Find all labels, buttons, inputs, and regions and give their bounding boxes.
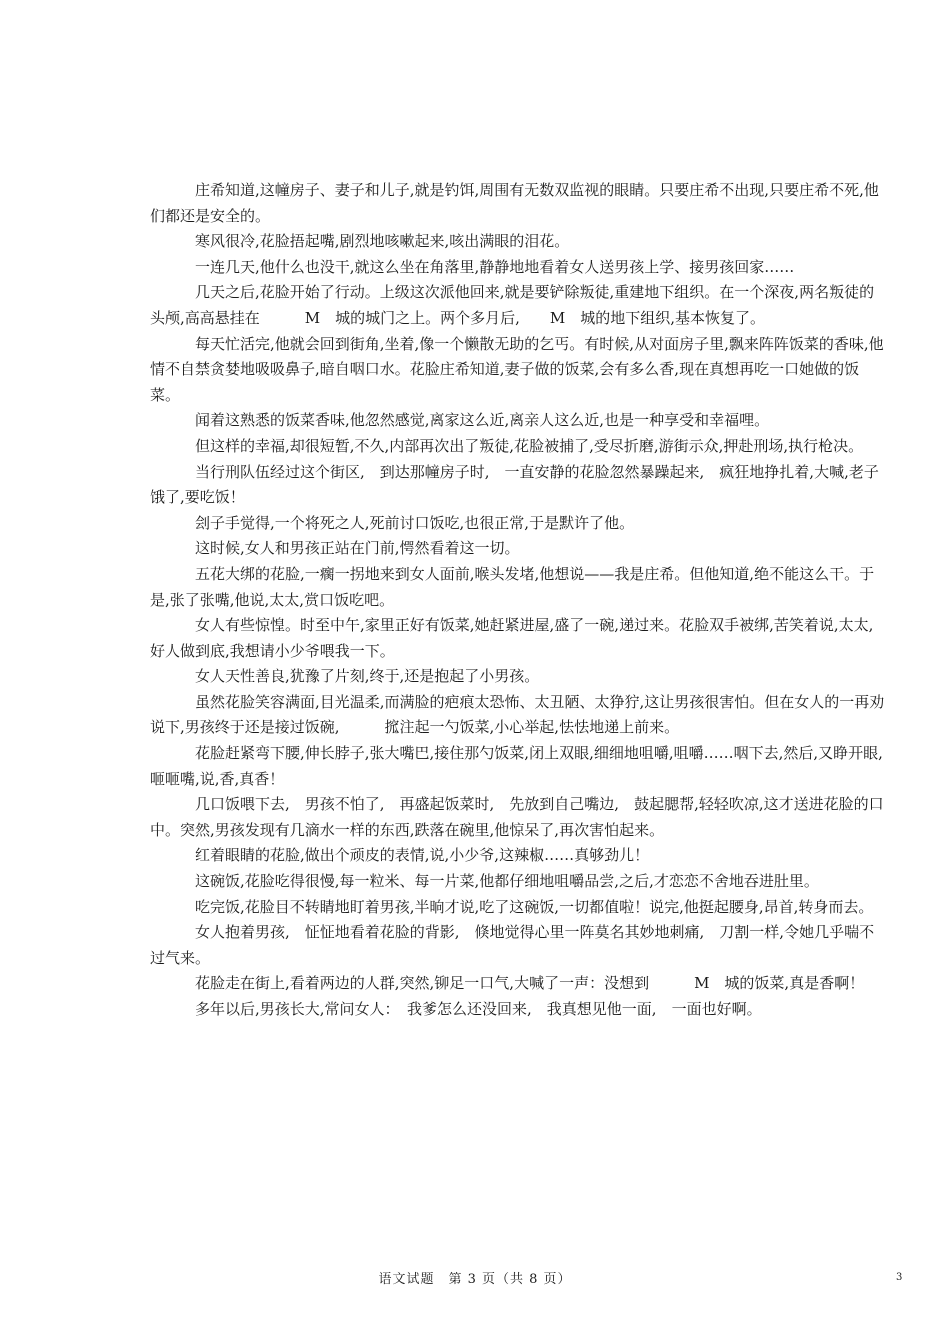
paragraph: 这时候,女人和男孩正站在门前,愕然看着这一切。 [195, 539, 520, 558]
paragraph: 女人天性善良,犹豫了片刻,终于,还是抱起了小男孩。 [195, 667, 540, 686]
page-number-corner: 3 [896, 1272, 903, 1283]
paragraph: 五花大绑的花脸,一瘸一拐地来到女人面前,喉头发堵,他想说——我是庄希。但他知道,绝不能这么干。于是,张了张嘴,他说,太太,赏口饭吃吧。 [150, 564, 875, 609]
paragraph: 女人有些惊惶。时至中午,家里正好有饭菜,她赶紧进屋,盛了一碗,递过来。花脸双手被绑,苦笑着说,太太,好人做到底,我想请小少爷喂我一下。 [150, 616, 874, 660]
paragraph: 虽然花脸笑容满面,目光温柔,而满脸的疤痕太恐怖、太丑陋、太狰狞,这让男孩很害怕。但在女人的一再劝说下,男孩终于还是接过饭碗, 搲注起一勺饭菜,小心举起,怯怯地递上前来。 [150, 692, 885, 737]
paragraph: 但这样的幸福,却很短暂,不久,内部再次出了叛徒,花脸被捕了,受尽折磨,游街示众,押赴刑场,执行枪决。 [195, 436, 864, 455]
paragraph: 每天忙活完,他就会回到街角,坐着,像一个懒散无助的乞丐。有时候,从对面房子里,飘来阵阵饭菜的香味,他情不自禁贪婪地吸吸鼻子,暗自咽口水。花脸庄希知道,妻子做的饭菜,会有多么香,现在真想再吃一口她做的饭菜。 [150, 334, 884, 404]
paragraph: 几口饭喂下去, 男孩不怕了, 再盛起饭菜时, 先放到自己嘴边, 鼓起腮帮,轻轻吹凉,这才送进花脸的口中。突然,男孩发现有几滴水一样的东西,跌落在碗里,他惊呆了,再次害怕起来。 [150, 795, 884, 839]
paragraph: 刽子手觉得,一个将死之人,死前讨口饭吃,也很正常,于是默许了他。 [195, 513, 635, 532]
article-body [150, 178, 885, 1023]
paragraph: 花脸走在街上,看着两边的人群,突然,铆足一口气,大喊了一声：没想到 M 城的饭菜,真是香啊！ [195, 974, 865, 993]
paragraph: 几天之后,花脸开始了行动。上级这次派他回来,就是要铲除叛徒,重建地下组织。在一个深夜,两名叛徒的头颅,高高悬挂在 M 城的城门之上。两个多月后, M 城的地下组织,基本恢复了。 [150, 283, 875, 327]
paragraph: 红着眼睛的花脸,做出个顽皮的表情,说,小少爷,这辣椒……真够劲儿！ [195, 846, 650, 865]
paragraph: 吃完饭,花脸目不转睛地盯着男孩,半晌才说,吃了这碗饭,一切都值啦！说完,他挺起腰身,昂首,转身而去。 [195, 897, 874, 916]
page-footer: 语文试题 第 3 页（共 8 页） [378, 1272, 572, 1287]
paragraph: 这碗饭,花脸吃得很慢,每一粒米、每一片菜,他都仔细地咀嚼品尝,之后,才恋恋不舍地吞进肚里。 [195, 872, 819, 891]
paragraph: 当行刑队伍经过这个街区, 到达那幢房子时, 一直安静的花脸忽然暴躁起来, 疯狂地挣扎着,大喊,老子饿了,要吃饭！ [150, 462, 879, 507]
paragraph: 一连几天,他什么也没干,就这么坐在角落里,静静地地看着女人送男孩上学、接男孩回家…… [195, 257, 795, 276]
paragraph: 寒风很冷,花脸捂起嘴,剧烈地咳嗽起来,咳出满眼的泪花。 [195, 232, 570, 251]
paragraph: 庄希知道,这幢房子、妻子和儿子,就是钓饵,周围有无数双监视的眼睛。只要庄希不出现,只要庄希不死,他们都还是安全的。 [150, 181, 879, 225]
paragraph: 女人抱着男孩, 怔怔地看着花脸的背影, 倏地觉得心里一阵莫名其妙地刺痛, 刀割一样,令她几乎喘不过气来。 [150, 923, 875, 967]
paragraph: 花脸赶紧弯下腰,伸长脖子,张大嘴巴,接住那勺饭菜,闭上双眼,细细地咀嚼,咀嚼……咽下去,然后,又睁开眼,咂咂嘴,说,香,真香！ [150, 744, 883, 788]
paragraph: 多年以后,男孩长大,常问女人： 我爹怎么还没回来, 我真想见他一面, 一面也好啊。 [195, 1000, 762, 1018]
paragraph: 闻着这熟悉的饭菜香味,他忽然感觉,离家这么近,离亲人这么近,也是一种享受和幸福哩。 [195, 411, 770, 430]
